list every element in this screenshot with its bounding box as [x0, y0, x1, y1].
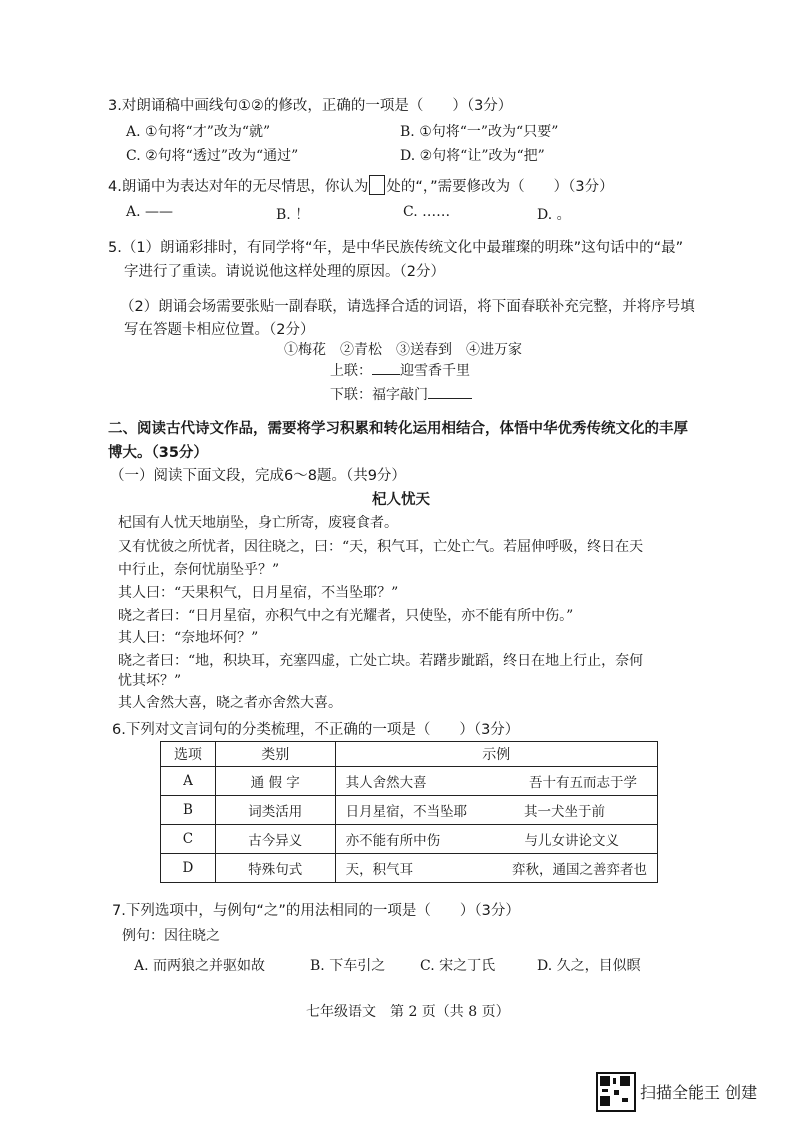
question-4-option-d: D. 。	[537, 207, 571, 223]
question-7-option-b: B. 下车引之	[310, 958, 386, 974]
example-2: 吾十有五而志于学	[529, 775, 637, 791]
row-category: 古今异义	[215, 825, 335, 854]
table-header-category: 类别	[215, 742, 335, 767]
upper-couplet	[330, 360, 470, 380]
question-7-option-a: A. 而两狼之并驱如故	[134, 958, 266, 974]
question-3-option-a: A. ①句将“才”改为“就”	[126, 124, 271, 140]
question-4-option-b: B. ！	[276, 207, 310, 223]
example-2: 其一犬坐于前	[524, 804, 605, 820]
row-examples	[335, 767, 657, 796]
passage-line: 忧其坏？”	[118, 673, 182, 689]
upper-couplet-label: 上联：	[330, 363, 372, 379]
question-7-stem: 7.下列选项中，与例句“之”的用法相同的一项是（ ）（3分）	[112, 903, 520, 919]
passage-title: 杞人忧天	[372, 492, 430, 508]
example-2: 与儿女讲论文义	[524, 833, 619, 849]
lower-couplet-label: 下联：	[330, 387, 372, 403]
table-header-row	[161, 742, 658, 767]
part-1-heading: （一）阅读下面文段，完成6～8题。（共9分）	[110, 468, 406, 484]
question-6-stem: 6.下列对文言词句的分类梳理，不正确的一项是（ ）（3分）	[112, 722, 520, 738]
section-2-heading-line1: 二、阅读古代诗文作品，需要将学习积累和转化运用相结合，体悟中华优秀传统文化的丰厚	[108, 421, 688, 437]
row-option: B	[161, 796, 216, 825]
upper-couplet-text: 迎雪香千里	[400, 363, 470, 379]
question-7-option-c: C. 宋之丁氏	[420, 958, 496, 974]
passage-line: 晓之者曰：“地，积块耳，充塞四虚，亡处亡块。若躇步跐蹈，终日在地上行止，奈何	[118, 653, 644, 669]
question-7-option-d: D. 久之，目似瞑	[537, 958, 641, 974]
passage-line: 其人舍然大喜，晓之者亦舍然大喜。	[118, 695, 342, 711]
question-4-option-c: C. ……	[403, 204, 451, 220]
couplet-choices: ①梅花 ②青松 ③送春到 ④进万家	[284, 342, 522, 358]
question-5-part2-line2: 写在答题卡相应位置。（2分）	[124, 322, 315, 338]
lower-couplet	[330, 384, 472, 404]
passage-line: 晓之者曰：“日月星宿，亦积气中之有光耀者，只使坠，亦不能有所中伤。”	[118, 608, 574, 624]
passage-line: 其人曰：“天果积气，日月星宿，不当坠耶？”	[118, 585, 399, 601]
row-category: 特殊句式	[215, 854, 335, 883]
example-1: 亦不能有所中伤	[345, 833, 441, 849]
row-examples	[335, 796, 657, 825]
row-category: 通 假 字	[215, 767, 335, 796]
table-row	[161, 854, 658, 883]
classification-table	[160, 741, 658, 883]
example-1: 其人舍然大喜	[345, 775, 427, 791]
row-category: 词类活用	[215, 796, 335, 825]
question-4-stem-after: 处的“，”需要修改为（ ）（3分）	[386, 179, 614, 195]
row-examples	[335, 825, 657, 854]
table-header-option: 选项	[161, 742, 216, 767]
page-footer: 七年级语文 第 2 页（共 8 页）	[306, 1004, 510, 1020]
row-option: C	[161, 825, 216, 854]
passage-line: 中行止，奈何忧崩坠乎？”	[118, 562, 280, 578]
question-7-example: 例句：因往晓之	[122, 928, 220, 944]
question-3-option-b: B. ①句将“一”改为“只要”	[400, 124, 559, 140]
passage-line: 其人曰：“奈地坏何？”	[118, 630, 259, 646]
question-3-option-c: C. ②句将“透过”改为“通过”	[126, 148, 299, 164]
question-4-stem	[108, 175, 614, 196]
qr-code-icon	[596, 1072, 636, 1112]
example-1: 日月星宿，不当坠耶	[345, 804, 468, 820]
table-header-example: 示例	[335, 742, 657, 767]
passage-line: 又有忧彼之所忧者，因往晓之，曰：“天，积气耳，亡处亡气。若屈伸呼吸，终日在天	[118, 539, 644, 555]
answer-box-icon	[369, 175, 385, 195]
row-examples	[335, 854, 657, 883]
example-1: 天，积气耳	[345, 862, 414, 878]
table-row	[161, 767, 658, 796]
question-5-part1-line1: 5.（1）朗诵彩排时，有同学将“年，是中华民族传统文化中最璀璨的明珠”这句话中的“最”	[108, 240, 684, 256]
question-3-option-d: D. ②句将“让”改为“把”	[400, 148, 545, 164]
upper-couplet-blank	[372, 374, 400, 375]
question-4-stem-before: 4.朗诵中为表达对年的无尽情思，你认为	[108, 179, 369, 195]
example-2: 弈秋，通国之善弈者也	[512, 862, 647, 878]
lower-couplet-text: 福字敲门	[372, 387, 428, 403]
row-option: D	[161, 854, 216, 883]
question-3-stem: 3.对朗诵稿中画线句①②的修改，正确的一项是（ ）（3分）	[108, 98, 513, 114]
section-2-heading-line2: 博大。（35分）	[108, 445, 208, 461]
lower-couplet-blank	[428, 398, 472, 399]
question-5-part1-line2: 字进行了重读。请说说他这样处理的原因。（2分）	[124, 264, 445, 280]
question-5-part2-line1: （2）朗诵会场需要张贴一副春联，请选择合适的词语，将下面春联补充完整，并将序号填	[120, 299, 695, 315]
row-option: A	[161, 767, 216, 796]
passage-line: 杞国有人忧天地崩坠，身亡所寄，废寝食者。	[118, 515, 398, 531]
table-row	[161, 796, 658, 825]
scanner-watermark: 扫描全能王 创建	[640, 1083, 758, 1102]
table-row	[161, 825, 658, 854]
question-4-option-a: A. ——	[126, 204, 174, 220]
